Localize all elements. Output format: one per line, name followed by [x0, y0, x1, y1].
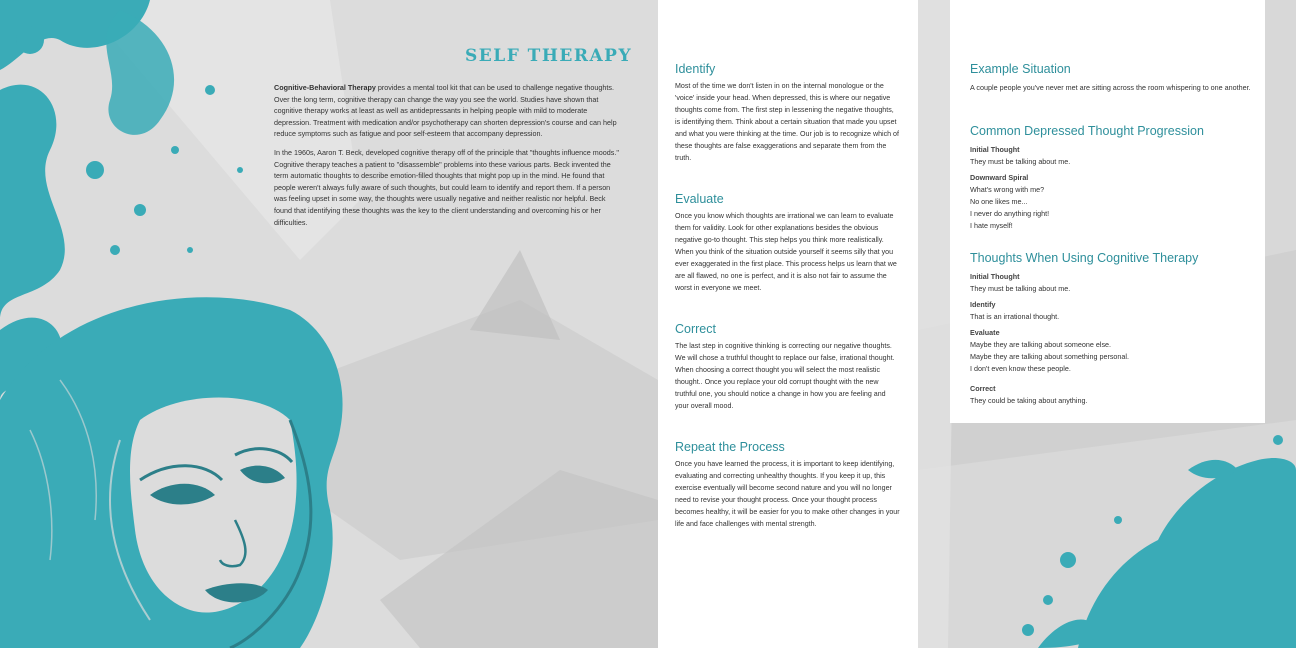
- intro-text: [274, 82, 619, 235]
- intro-paragraph-1-text: provides a mental tool kit that can be used to challenge negative thoughts. Over the long term, cognitive therapy can change the way you see the world. Studies have shown that cognitive therapy works at least as well as antidepressants in helping people with mild to moderate depression. Treatment with medication and/or psychotherapy can shorten depression's course and can help reduce symptoms such as fatigue and poor self-esteem that accompany depression.: [274, 83, 617, 139]
- common-section: [970, 124, 1260, 236]
- right-page: [918, 0, 1296, 648]
- spiral-line: What's wrong with me?: [970, 185, 1045, 194]
- intro-paragraph-1: [274, 82, 619, 140]
- repeat-section: [675, 440, 900, 530]
- common-initial-text: They must be talking about me.: [970, 157, 1071, 166]
- spiral-label: Downward Spiral: [970, 173, 1029, 182]
- paint-splatter-right: [1022, 435, 1296, 648]
- spiral-line: I never do anything right!: [970, 209, 1050, 218]
- common-heading: Common Depressed Thought Progression: [970, 124, 1204, 138]
- using-evaluate-label: Evaluate: [970, 328, 1000, 337]
- correct-heading: Correct: [675, 322, 716, 336]
- woman-face-illustration: [0, 297, 343, 648]
- evaluate-line: Maybe they are talking about something personal.: [970, 352, 1130, 361]
- evaluate-body: Once you know which thoughts are irrational we can learn to evaluate them for validity. Look for other explanations besides the obvious negative go-to thought. This step helps you think more realistically. When you think of the situation outside yourself it seems silly that you ever exaggerated in the first place. This process helps us learn that we are all flawed, no one is perfect, and it is also not fair to assume the worst in everyone we meet.: [675, 212, 897, 292]
- identify-heading: Identify: [675, 62, 716, 76]
- common-spiral: [970, 172, 1260, 232]
- identify-section: [675, 62, 900, 164]
- evaluate-line: I don't even know these people.: [970, 364, 1071, 373]
- using-initial-text: They must be talking about me.: [970, 284, 1071, 293]
- page-title: SELF THERAPY: [465, 46, 633, 66]
- spiral-line: I hate myself!: [970, 221, 1013, 230]
- example-body: A couple people you've never met are sitting across the room whispering to one another.: [970, 83, 1251, 92]
- using-identify-label: Identify: [970, 300, 996, 309]
- using-correct-text: They could be taking about anything.: [970, 396, 1088, 405]
- intro-paragraph-2: In the 1960s, Aaron T. Beck, developed cognitive therapy off of the principle that "thoughts influence moods." Cognitive therapy teaches a patient to "disassemble" problems into these various parts. Beck invented the term automatic thoughts to describe emotion-filled thoughts that might pop up in the mind. He found that people weren't always fully aware of such thoughts, but could learn to identify and report them. If a person was feeling upset in some way, the thoughts were usually negative and neither realistic nor helpful. Beck found that identifying these thoughts was the key to the client understanding and overcoming his or her difficulties.: [274, 147, 619, 227]
- correct-section: [675, 322, 900, 412]
- using-heading: Thoughts When Using Cognitive Therapy: [970, 251, 1199, 265]
- right-card: [950, 0, 1265, 423]
- repeat-heading: Repeat the Process: [675, 440, 785, 454]
- spiral-line: No one likes me...: [970, 197, 1028, 206]
- example-heading: Example Situation: [970, 62, 1071, 76]
- using-initial: [970, 271, 1260, 295]
- using-section: [970, 251, 1260, 411]
- example-section: [970, 62, 1260, 94]
- middle-page: [658, 0, 918, 648]
- using-initial-label: Initial Thought: [970, 272, 1020, 281]
- using-identify-text: That is an irrational thought.: [970, 312, 1060, 321]
- evaluate-heading: Evaluate: [675, 192, 724, 206]
- using-evaluate: [970, 327, 1260, 375]
- common-initial: [970, 144, 1260, 168]
- common-initial-label: Initial Thought: [970, 145, 1020, 154]
- correct-body: The last step in cognitive thinking is correcting our negative thoughts. We will chose a truthful thought to replace our false, irrational thought. When choosing a correct thought you will select the most realistic thought.. Once you replace your old corrupt thought with the new truthful one, you should notice a change in how you are feeling and your overall mood.: [675, 342, 895, 410]
- using-correct: [970, 383, 1260, 407]
- evaluate-section: [675, 192, 900, 294]
- evaluate-line: Maybe they are talking about someone else.: [970, 340, 1112, 349]
- using-identify: [970, 299, 1260, 323]
- intro-bold-term: Cognitive-Behavioral Therapy: [274, 83, 376, 92]
- using-correct-label: Correct: [970, 384, 996, 393]
- repeat-body: Once you have learned the process, it is important to keep identifying, evaluating and correcting unhealthy thoughts. If you keep it up, this exercise eventually will become second nature and you will no longer need to revise your thought process. Once your thought process becomes healthy, it will be easier for you to make other changes in your life and face challenges with mental strength.: [675, 460, 900, 528]
- identify-body: Most of the time we don't listen in on the internal monologue or the 'voice' inside your head. When depressed, this is where our negative thoughts come from. The first step in lessening the negative thoughts, is identifying them. Think about a certain situation that made you upset and what you were thinking at the time. Our job is to recognize which of these thoughts are false exaggerations and separate them from the truth.: [675, 82, 899, 162]
